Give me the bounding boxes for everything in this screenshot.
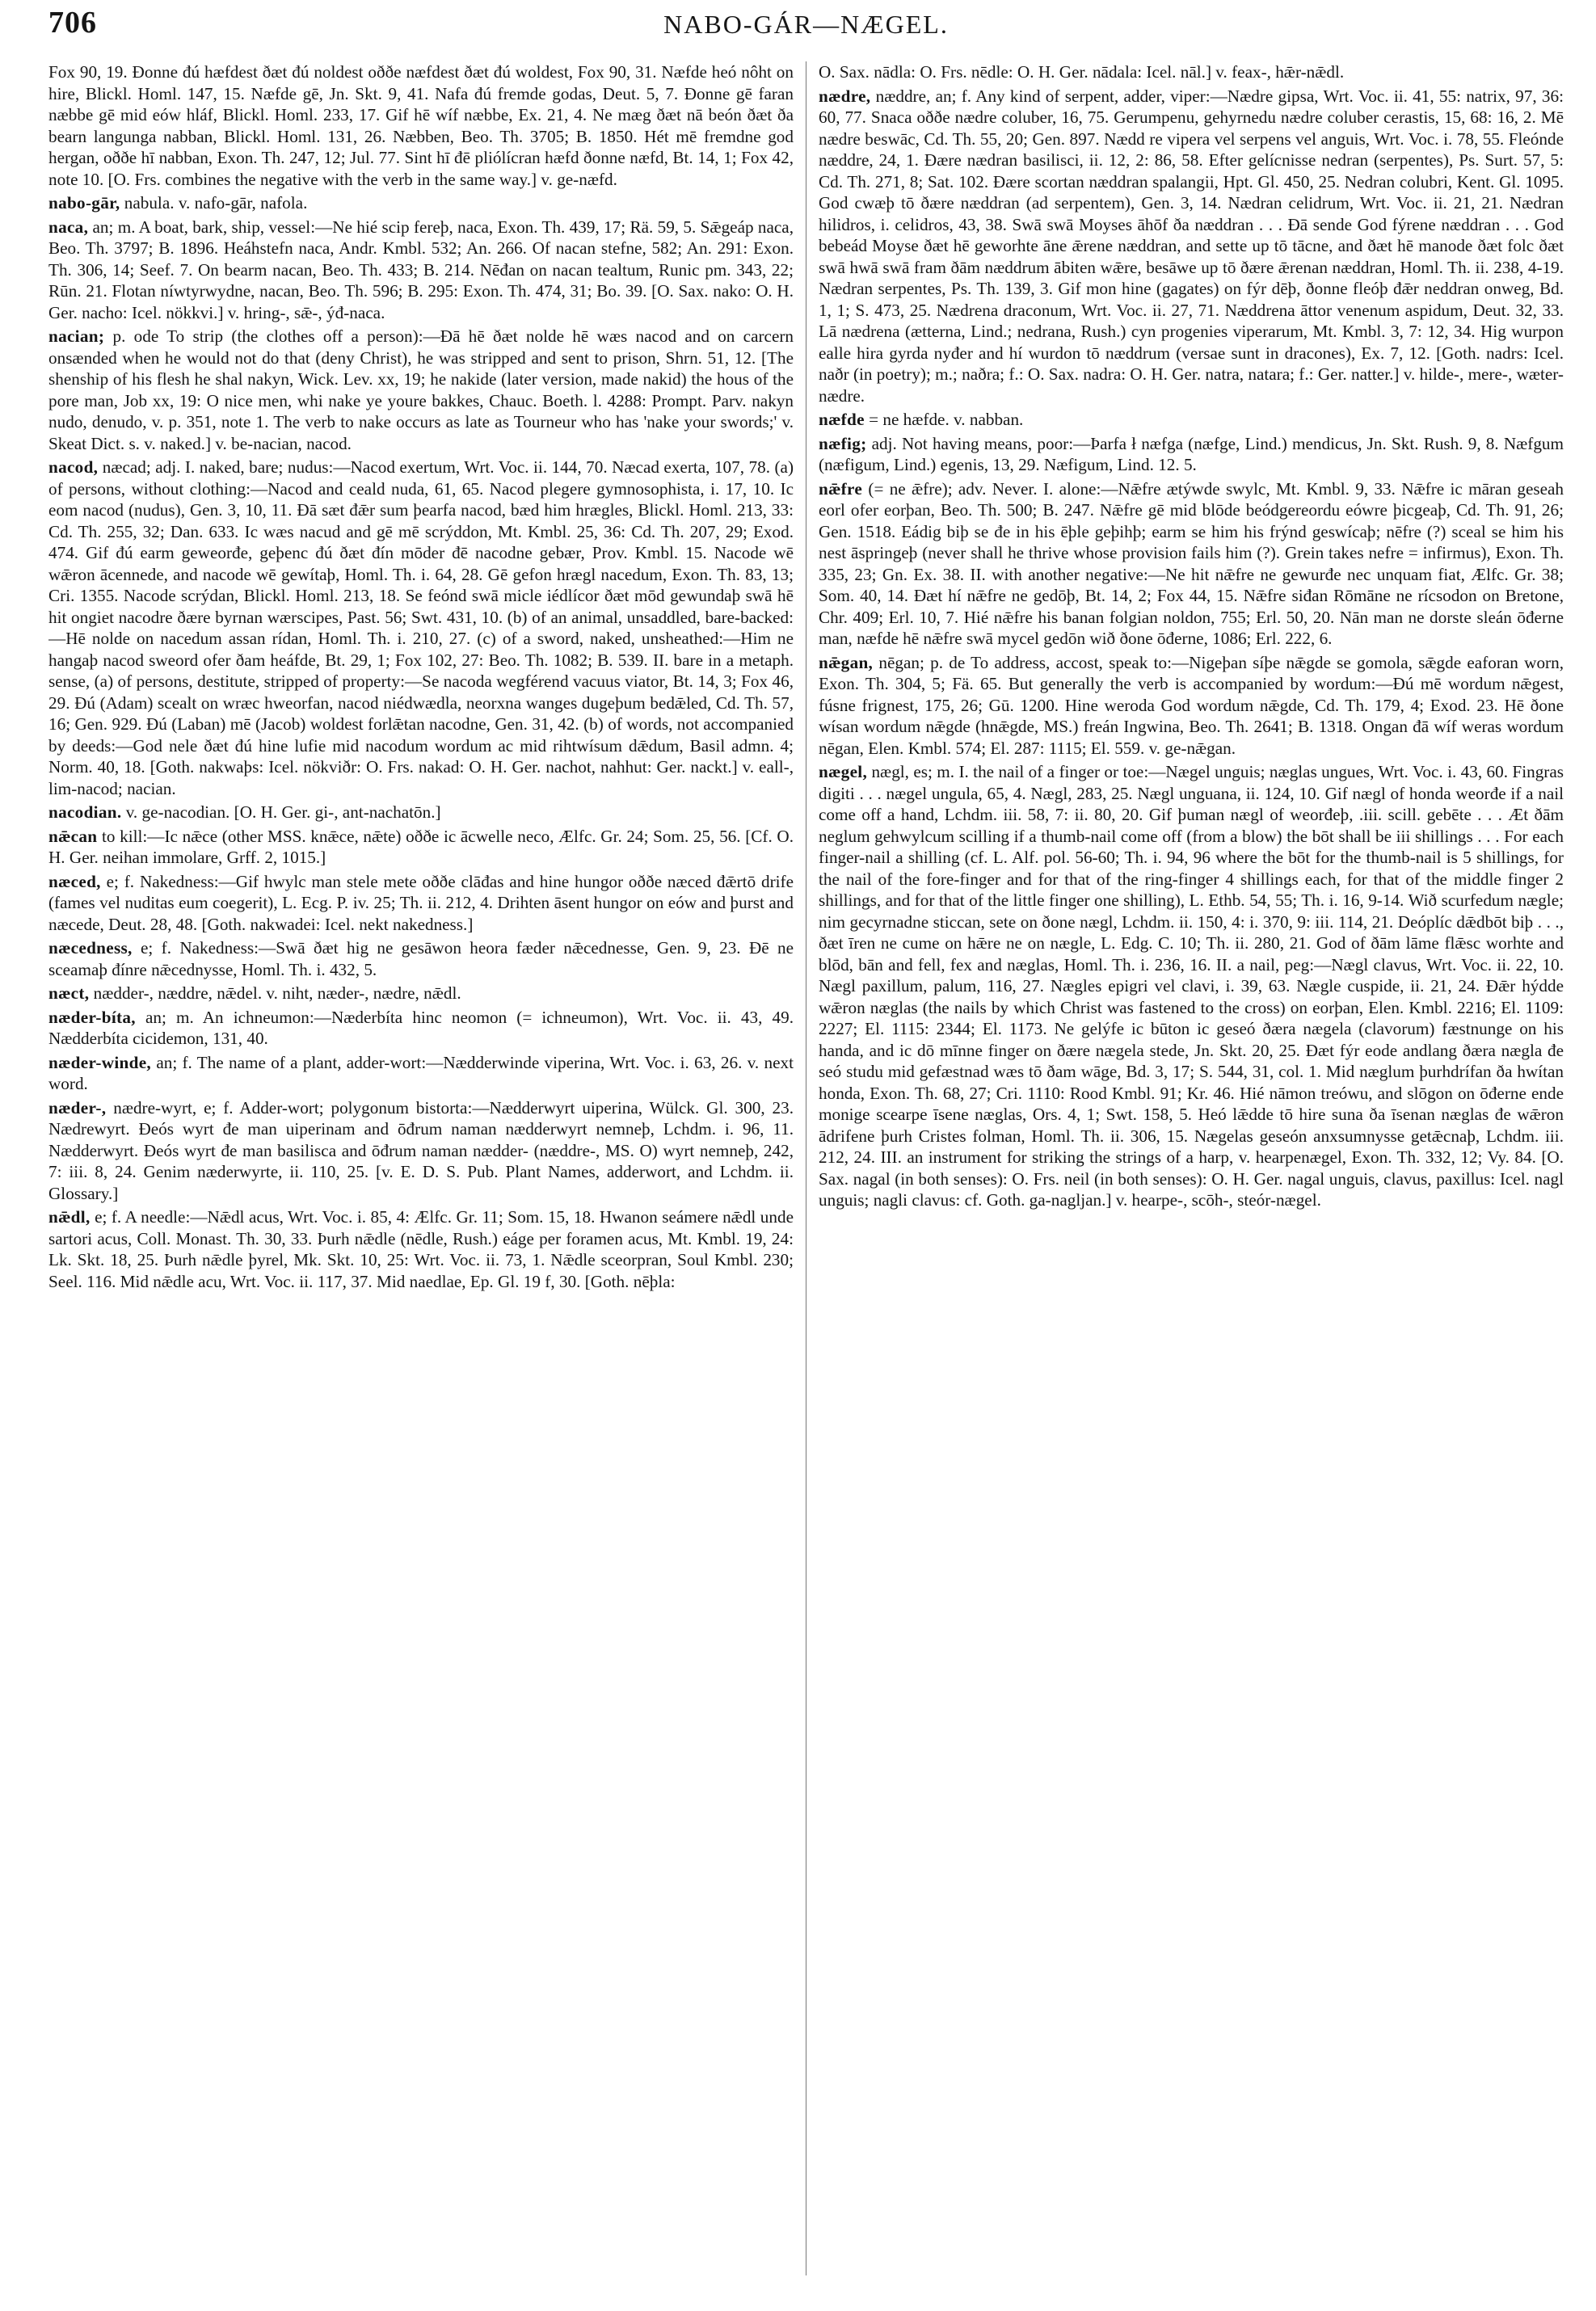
dictionary-entry: [819, 86, 1564, 407]
entry-headword: nǣgan,: [819, 652, 874, 672]
dictionary-entry: [819, 478, 1564, 650]
text-columns: [48, 61, 1564, 2275]
entry-text: nabula. v. nafo-gār, nafola.: [120, 193, 308, 213]
entry-headword: næfde: [819, 410, 865, 429]
entry-text: = ne hæfde. v. nabban.: [864, 410, 1024, 429]
running-head: NABO-GÁR—NÆGEL.: [663, 10, 949, 39]
entry-headword: næder-bíta,: [48, 1007, 136, 1027]
entry-text: nægl, es; m. I. the nail of a finger or toe:—Nægel unguis; næglas ungues, Wrt. Voc. i. 43, 60. Fingras digiti . . . nægel ungula, 65, 4. Nægl, 283, 25. Nægl unguana, ii. 124, 10. Gif nægl of honda weorđe if a nail come off a hand, Lchdm. iii. 58, 7: ii. 80, 20. Gif þuman nægl of weorđeþ, .iii. scill. gebēte . . . Æt ðām neglum gehwylcum scilling if a thumb-nail come off (from a blow) the bōt shall be iii shillings . . . For each finger-nail a shilling (cf. L. Alf. pol. 56-60; Th. i. 94, 96 where the bōt for the thumb-nail is 5 shillings, for the nail of the fore-finger and for that of the ring-finger 4 shillings each, for that of the middle finger 2 shillings, and for that of the little finger one shilling), L. Ethb. 54, 55; Th. i. 16, 9-14. Wið scurfedum nægle; nim gecyrnadne sticcan, sete on ðone nægl, Lchdm. ii. 150, 4: i. 370, 9: iii. 114, 21. Deóplíc dǣdbōt biþ . . ., ðæt īren ne cume on hǣre ne on nægle, L. Edg. C. 10; Th. ii. 280, 21. God of ðām lāme flǣsc worhte and blōd, bān and fell, fex and næglas, Homl. Th. i. 236, 16. II. a nail, peg:—Nægl clavus, Wrt. Voc. ii. 22, 10. Nægl paxillum, palum, 116, 27. Nægles epigri vel clavi, i. 39, 63. Nægle cuspide, ii. 21, 24. Đǣr hýdde wǣron næglas (the nails by which Christ was fastened to the cross) on eorþan, Elen. Kmbl. 2216; El. 1109: 2227; El. 1115: 2344; El. 1173. Ne gelýfe ic būton ic geseó ðæra nægela (clavorum) fæstnunge on his handa, and ic dō mīnne finger on ðære nægela stede, Jn. Skt. 20, 25. Đæt fýr eode andlang ðæra nægla đe seó studu mid gefæstnad wæs tō ðam wāge, Bd. 3, 17; S. 544, 31, col. 1. Mid næglum þurhdrífan ða hwítan honda, Exon. Th. 68, 27; Cri. 1110: Rood Kmbl. 91; Kr. 46. Hié nāmon treówu, and slōgon on ōđerne ende monige scearpe īsene næglas, Ors. 4, 1; Swt. 158, 5. Heó lǣdde tō hire suna ða īsenan næglas đe wǣron ādrifene þurh Cristes folman, Homl. Th. ii. 306, 15. Nægelas geseón anxsumnysse getǣcnaþ, Lchdm. iii. 212, 24. III. an instrument for striking the strings of a harp, v. hearpenægel, Exon. Th. 332, 12; Vy. 84. [O. Sax. nagal (in both senses): O. Frs. neil (in both senses): O. H. Ger. nagal unguis, clavus, paxillus: Icel. nagl unguis; nagli clavus: cf. Goth. ga-nagljan.] v. hearpe-, scōh-, steór-nægel.: [819, 762, 1564, 1210]
entry-headword: nacian;: [48, 326, 105, 346]
entry-text: an; m. A boat, bark, ship, vessel:—Ne hié scip fereþ, naca, Exon. Th. 439, 17; Rä. 59, 5. Sǣgeáp naca, Beo. Th. 3797; B. 1896. Heáhstefn naca, Andr. Kmbl. 532; An. 266. Of nacan stefne, 582; An. 291: Exon. Th. 306, 14; Seef. 7. On bearm nacan, Beo. Th. 433; B. 214. Nēđan on nacan tealtum, Runic pm. 343, 22; Rūn. 21. Flotan níwtyrwydne, nacan, Beo. Th. 596; B. 295: Exon. Th. 474, 31; Bo. 39. [O. Sax. nako: O. H. Ger. nacho: Icel. nökkvi.] v. hring-, sǣ-, ýđ-naca.: [48, 217, 794, 322]
dictionary-entry: [819, 61, 1564, 83]
dictionary-entry: [48, 1007, 794, 1050]
dictionary-entry: [48, 802, 794, 823]
entry-text: nædre-wyrt, e; f. Adder-wort; polygonum bistorta:—Nædderwyrt uiperina, Wülck. Gl. 300, 23. Nædrewyrt. Đeós wyrt đe man uiperinam and ōđrum naman nædderwyrt nemneþ, Lchdm. i. 96, 11. Nædderwyrt. Đeós wyrt đe man basilisca and ōđrum naman nædder- (næddre-, MS. O) wyrt nemneþ, 242, 7: iii. 8, 24. Genim næderwyrte, ii. 110, 25. [v. E. D. S. Pub. Plant Names, adderwort, and Lchdm. ii. Glossary.]: [48, 1097, 794, 1203]
entry-text: næcad; adj. I. naked, bare; nudus:—Nacod exertum, Wrt. Voc. ii. 144, 70. Næcad exerta, 107, 78. (a) of persons, without clothing:—Nacod and ceald nuda, 61, 65. Nacod plegere gymnosophista, i. 17, 10. Ic eom nacod (nudus), Gen. 3, 10, 11. Đā sæt đǣr sum þearfa nacod, bæd him hrægles, Blickl. Homl. 213, 33: Cd. Th. 255, 32; Dan. 633. Ic wæs nacud and gē mē scrýddon, Mt. Kmbl. 25, 36: Cd. Th. 207, 29; Exod. 474. Gif đú earm geweorđe, geþenc đú ðæt đín mōder đē nacodne gebær, Prov. Kmbl. 15. Nacode wē wǣron ācennede, and nacode wē gewítaþ, Homl. Th. i. 64, 28. Gē gefon hrægl nacedum, Exon. Th. 83, 13; Cri. 1355. Nacode scrýdan, Blickl. Homl. 213, 18. Se feónd swā micle iédlícor ðæt mōd gewundaþ swā hē hit ongiet nacodre ðære byrnan wærscipes, Past. 56; Swt. 431, 10. (b) of an animal, unsaddled, bare-backed:—Hē nolde on nacedum assan rídan, Homl. Th. i. 210, 27. (c) of a sword, naked, unsheathed:—Him ne hangaþ nacod sweord ofer ðam heáfde, Bt. 29, 1; Fox 102, 27: Beo. Th. 1082; B. 539. II. bare in a metaph. sense, (a) of persons, destitute, stripped of property:—Se nacoda wegférend vacuus viator, Bt. 14, 3; Fox 46, 29. Đú (Adam) scealt on wræc hweorfan, nacod niédwædla, neorxna wanges dugeþum bedǣled, Cd. Th. 57, 16; Gen. 929. Đú (Laban) mē (Jacob) woldest forlǣtan nacodne, Gen. 31, 42. (b) of words, not accompanied by deeds:—God nele ðæt đú hine lufie mid nacodum wordum ac mid rihtwísum dǣdum, Basil admn. 4; Norm. 40, 18. [Goth. nakwaþs: Icel. nökviðr: O. Frs. nakad: O. H. Ger. nachot, nahhut: Ger. nackt.] v. eall-, lim-nacod; nacian.: [48, 457, 794, 798]
entry-text: nēgan; p. de To address, accost, speak to:—Nigeþan síþe nǣgde se gomola, sǣgde eaforan worn, Exon. Th. 304, 5; Fä. 65. But generally the verb is accompanied by wordum:—Đú mē wordum nǣgest, fúsne frignest, 175, 26; Gū. 1200. Hine weroda God wordum nǣgde, Cd. Th. 179, 4; Exod. 23. Hē ðone wísan wordum nǣgde (hnǣgde, MS.) freán Ingwina, Beo. Th. 2641; B. 1318. Ongan đā wíf weras wordum nēgan, Elen. Kmbl. 574; El. 287: 1115; El. 559. v. ge-nǣgan.: [819, 652, 1564, 758]
dictionary-entry: [48, 326, 794, 454]
page-number: 706: [48, 6, 97, 40]
entry-text: an; f. The name of a plant, adder-wort:—Nædderwinde viperina, Wrt. Voc. i. 63, 26. v. next word.: [48, 1052, 794, 1093]
entry-headword: næct,: [48, 983, 90, 1003]
dictionary-entry: [48, 1052, 794, 1095]
entry-headword: næcedness,: [48, 938, 133, 958]
dictionary-entry: [819, 761, 1564, 1211]
entry-text: e; f. Nakedness:—Gif hwylc man stele mete oððe clāđas and hine hungor oððe næced đǣrtō drife (fames vel nuditas eum coegerit), L. Ecg. P. iv. 25; Th. ii. 212, 4. Drihten āsent hungor on eów and þurst and næcede, Deut. 28, 48. [Goth. nakwadei: Icel. nekt nakedness.]: [48, 871, 794, 934]
dictionary-entry: [48, 871, 794, 936]
entry-text: næddre, an; f. Any kind of serpent, adder, viper:—Nædre gipsa, Wrt. Voc. ii. 41, 55: natrix, 97, 36: 60, 77. Snaca oððe nædre coluber, 16, 75. Gerumpenu, gehyrnedu nædre coluber cerastis, 15, 68: 16, 2. Mē nædre beswāc, Cd. Th. 55, 20; Gen. 897. Nædd re vipera vel serpens vel anguis, Wrt. Voc. i. 78, 55. Fleónde næddre, 24, 1. Đære nædran basilisci, ii. 12, 2: 86, 58. Efter gelícnisse nedran (serpentes), Ps. Surt. 57, 5: Cd. Th. 271, 8; Sat. 102. Đære scortan næddran spalangii, Hpt. Gl. 450, 25. Nedran colubri, Kent. Gl. 1095. God cwæþ tō ðære næddran (ad serpentem), Gen. 3, 14. Nædran celidrum, Wrt. Voc. ii. 21, 21. Nædran hilidros, i. celidros, 43, 38. Swā swā Moyses āhōf ða næddran . . . Đā sende God fýrene næddran . . . God bebeád Moyse ðæt hē geworhte āne ǣrene næddran, and sette up tō tācne, and ðæt hē manode ðæt folc ðæt swā hwā swā fram ðām næddrum ābiten wǣre, besāwe up tō ðære ǣrenan næddran, Homl. Th. ii. 238, 4-19. Nædran serpentes, Ps. Th. 139, 3. Gif mon hine (gagates) on fýr dēþ, ðonne fleóþ đǣr neddran onweg, Bd. 1, 1; S. 473, 25. Nædrena draconum, Wrt. Voc. ii. 27, 71. Næddrena āttor venenum aspidum, Deut. 32, 33. Lā nædrena (ætterna, Lind.; nedrana, Rush.) cyn progenies viperarum, Mt. Kmbl. 3, 7: 12, 34. Hig wurpon ealle hira gyrda nyđer and hí wurdon tō næddrum (versae sunt in dracones), Ex. 7, 12. [Goth. nadrs: Icel. naðr (in poetry); m.; naðra; f.: O. Sax. nadra: O. H. Ger. natra, natara; f.: Ger. natter.] v. hilde-, mere-, wæter-nædre.: [819, 86, 1564, 406]
dictionary-entry: [48, 1097, 794, 1205]
entry-headword: nacod,: [48, 457, 99, 477]
entry-headword: nǣcan: [48, 826, 98, 846]
entry-headword: næced,: [48, 871, 101, 891]
entry-text: (= ne ǣfre); adv. Never. I. alone:—Nǣfre ætýwde swylc, Mt. Kmbl. 9, 33. Nǣfre ic māran geseah eorl ofer eorþan, Beo. Th. 500; B. 247. Nǣfre gē mid blōde beódgereordu eówre þicgeaþ, Cd. Th. 91, 26; Gen. 1518. Eádig biþ se đe in his ēþle geþihþ; earm se him his frýnd geswícaþ; nēfre (?) sceal se him his nest āspringeþ (never shall he thrive whose provision fails him (?). Grein takes nefre = infirmus), Exon. Th. 335, 23; Gn. Ex. 38. II. with another negative:—Ne hit nǣfre ne gewurđe nec unquam fiat, Ælfc. Gr. 38; Som. 40, 14. Đæt hí nǣfre ne gedōþ, Bt. 14, 2; Fox 44, 15. Nǣfre siđan Rōmāne ne rícsodon on Bretone, Chr. 409; Erl. 10, 7. Hié nǣfre his banan folgian noldon, 755; Erl. 50, 20. Nān man ne dorste sleán ōđerne man, næfde hē nǣfre swā mycel gedōn wið ðone ōđerne, 1086; Erl. 222, 6.: [819, 478, 1564, 648]
dictionary-entry: [819, 409, 1564, 431]
entry-headword: næder-winde,: [48, 1052, 152, 1072]
dictionary-entry: [48, 826, 794, 869]
entry-text: v. ge-nacodian. [O. H. Ger. gi-, ant-nachatōn.]: [121, 802, 441, 822]
entry-headword: nǣdl,: [48, 1207, 91, 1227]
right-column: [819, 61, 1564, 2275]
dictionary-entry: [48, 217, 794, 324]
entry-text: O. Sax. nādla: O. Frs. nēdle: O. H. Ger. nādala: Icel. nāl.] v. feax-, hǣr-nǣdl.: [819, 62, 1345, 82]
entry-text: e; f. A needle:—Nǣdl acus, Wrt. Voc. i. 85, 4: Ælfc. Gr. 11; Som. 15, 18. Hwanon seámere nǣdl unde sartori acus, Coll. Monast. Th. 30, 33. Þurh nǣdle (nēdle, Rush.) eáge per foramen acus, Mt. Kmbl. 19, 24: Lk. Skt. 18, 25. Þurh nǣdle þyrel, Mk. Skt. 10, 25: Wrt. Voc. ii. 73, 1. Nǣdle sceorpran, Soul Kmbl. 230; Seel. 116. Mid nǣdle acu, Wrt. Voc. ii. 117, 37. Mid naedlae, Ep. Gl. 19 f, 30. [Goth. nēþla:: [48, 1207, 794, 1291]
entry-headword: nǣfre: [819, 478, 863, 499]
entry-headword: næfig;: [819, 433, 867, 453]
entry-text: to kill:—Ic nǣce (other MSS. knǣce, nǣte) oððe ic ācwelle neco, Ælfc. Gr. 24; Som. 25, 56. [Cf. O. H. Ger. neihan immolare, Grff. 2, 1015.]: [48, 826, 794, 867]
dictionary-entry: [819, 652, 1564, 760]
entry-text: nædder-, næddre, nǣdel. v. niht, næder-, nædre, nǣdl.: [89, 983, 461, 1003]
dictionary-entry: [48, 937, 794, 980]
entry-text: e; f. Nakedness:—Swā ðæt hig ne gesāwon heora fæder nǣcednesse, Gen. 9, 23. Đē ne sceamaþ đínre nǣcednysse, Homl. Th. i. 432, 5.: [48, 938, 794, 979]
entry-headword: nacodian.: [48, 802, 122, 822]
dictionary-entry: [819, 433, 1564, 476]
entry-headword: naca,: [48, 217, 89, 237]
page-header: [48, 0, 1564, 47]
entry-text: an; m. An ichneumon:—Næderbíta hinc neomon (= ichneumon), Wrt. Voc. ii. 43, 49. Nædderbíta cicidemon, 131, 40.: [48, 1007, 794, 1048]
dictionary-entry: [48, 983, 794, 1004]
dictionary-entry: [48, 1206, 794, 1292]
dictionary-entry: [48, 457, 794, 799]
dictionary-entry: [48, 192, 794, 214]
entry-text: p. ode To strip (the clothes off a person):—Đā hē ðæt nolde hē wæs nacod and on carcern onsænded when he would not do that (deny Christ), he was stripped and sent to prison, Shrn. 51, 12. [The shenship of his flesh he shal nakyn, Wick. Lev. xx, 19; he nakide (later version, made nakid) the hous of the pore man, Job xx, 19: O nice men, whi nake ye youre bakkes, Chauc. Boeth. l. 4288: Prompt. Parv. nakyn nudo, denudo, v. p. 351, note 1. The verb to nake occurs as late as Tourneur who has 'nake your swords;' v. Skeat Dict. s. v. naked.] v. be-nacian, nacod.: [48, 326, 794, 453]
entry-text: Fox 90, 19. Đonne đú hæfdest ðæt đú noldest oððe næfdest ðæt đú woldest, Fox 90, 31. Næfde heó nôht on hire, Blickl. Homl. 147, 15. Næfde gē, Jn. Skt. 9, 41. Nafa đú fremde godas, Deut. 5, 7. Đonne gē faran næbbe gē mid eów hláf, Blickl. Homl. 233, 17. Gif hē wíf næbbe, Ex. 21, 4. Ne mæg ðæt nā beón ðæt ða bearn langunga nabban, Blickl. Homl. 131, 26. Næbben, Beo. Th. 3705; B. 1850. Hét mē fremdne god hergan, oððe hī nabban, Exon. Th. 247, 12; Jul. 77. Sint hī đē pliólícran hæfd ðonne næfd, Bt. 14, 1; Fox 42, note 10. [O. Frs. combines the negative with the verb in the same way.] v. ge-næfd.: [48, 62, 794, 189]
left-column: [48, 61, 794, 2275]
entry-headword: nabo-gār,: [48, 193, 120, 213]
entry-headword: næder-,: [48, 1097, 107, 1118]
entry-text: adj. Not having means, poor:—Þarfa ł næfga (næfge, Lind.) mendicus, Jn. Skt. Rush. 9, 8. Næfgum (næfigum, Lind.) egenis, 13, 29. Næfigum, Lind. 12. 5.: [819, 433, 1564, 474]
dictionary-entry: [48, 61, 794, 190]
entry-headword: nægel,: [819, 762, 868, 781]
entry-headword: nædre,: [819, 86, 871, 106]
